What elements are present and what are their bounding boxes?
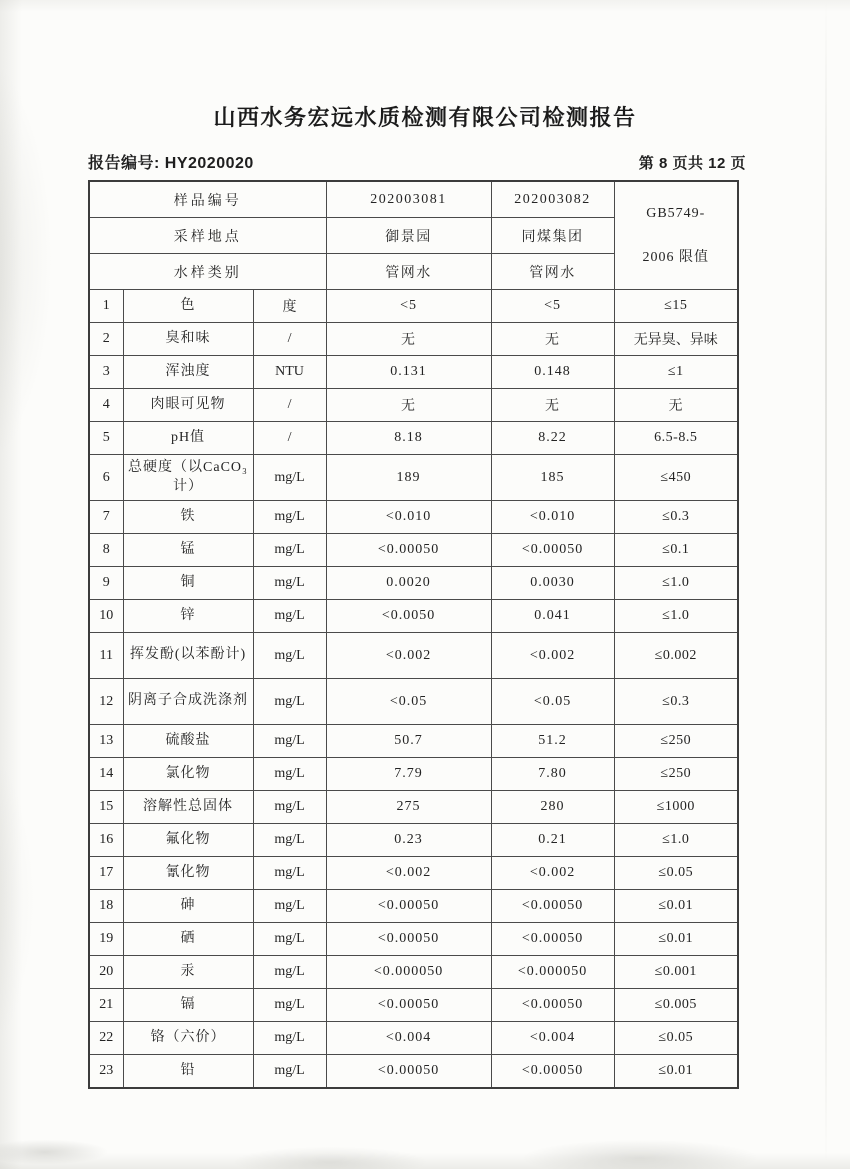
row-number-cell: 20: [89, 956, 123, 989]
row-number-cell: 22: [89, 1022, 123, 1055]
unit-cell: /: [253, 323, 326, 356]
unit-cell: mg/L: [253, 534, 326, 567]
sample1-value-cell: 7.79: [326, 758, 491, 791]
sample1-value-cell: <0.0050: [326, 600, 491, 633]
table-row: [89, 534, 738, 567]
sample1-value-cell: 无: [326, 389, 491, 422]
limit-value-cell: ≤1.0: [614, 567, 738, 600]
sample2-id-cell: 202003082: [491, 181, 614, 218]
table-info-head: [89, 181, 738, 290]
sample1-value-cell: 0.23: [326, 824, 491, 857]
table-row: [89, 791, 738, 824]
limit-standard-line1: GB5749-: [646, 205, 706, 221]
limit-value-cell: ≤0.05: [614, 857, 738, 890]
sample1-value-cell: <0.000050: [326, 956, 491, 989]
limit-value-cell: ≤1: [614, 356, 738, 389]
unit-cell: mg/L: [253, 679, 326, 725]
limit-value-cell: ≤15: [614, 290, 738, 323]
parameter-name-cell: 硫酸盐: [123, 725, 253, 758]
report-meta-row: [88, 150, 746, 173]
unit-cell: mg/L: [253, 956, 326, 989]
parameter-name-cell: 硒: [123, 923, 253, 956]
limit-value-cell: 6.5-8.5: [614, 422, 738, 455]
info-row-sample-id: [89, 181, 738, 218]
unit-cell: mg/L: [253, 1022, 326, 1055]
sample2-value-cell: <0.010: [491, 501, 614, 534]
row-number-cell: 9: [89, 567, 123, 600]
limit-value-cell: 无: [614, 389, 738, 422]
row-number-cell: 11: [89, 633, 123, 679]
unit-cell: mg/L: [253, 857, 326, 890]
limit-value-cell: ≤250: [614, 758, 738, 791]
sample1-value-cell: <0.00050: [326, 989, 491, 1022]
limit-value-cell: ≤0.005: [614, 989, 738, 1022]
row-number-cell: 16: [89, 824, 123, 857]
table-row: [89, 455, 738, 501]
sample1-value-cell: <0.002: [326, 633, 491, 679]
sample2-value-cell: <0.002: [491, 633, 614, 679]
table-row: [89, 956, 738, 989]
parameter-name-cell: 铬（六价）: [123, 1022, 253, 1055]
sample2-value-cell: 无: [491, 323, 614, 356]
table-row: [89, 758, 738, 791]
parameter-name-cell: 挥发酚(以苯酚计): [123, 633, 253, 679]
sample2-value-cell: <0.004: [491, 1022, 614, 1055]
table-row: [89, 323, 738, 356]
limit-value-cell: ≤1000: [614, 791, 738, 824]
sample2-value-cell: 280: [491, 791, 614, 824]
row-number-cell: 1: [89, 290, 123, 323]
table-row: [89, 890, 738, 923]
table-row: [89, 633, 738, 679]
limit-value-cell: 无异臭、异味: [614, 323, 738, 356]
limit-value-cell: ≤0.001: [614, 956, 738, 989]
parameter-name-cell: 铁: [123, 501, 253, 534]
parameter-name-cell: 阴离子合成洗涤剂: [123, 679, 253, 725]
row-number-cell: 8: [89, 534, 123, 567]
table-row: [89, 989, 738, 1022]
unit-cell: mg/L: [253, 501, 326, 534]
table-row: [89, 1055, 738, 1089]
parameter-name-cell: 浑浊度: [123, 356, 253, 389]
unit-cell: mg/L: [253, 600, 326, 633]
parameter-name-cell: 砷: [123, 890, 253, 923]
limit-value-cell: ≤250: [614, 725, 738, 758]
row-number-cell: 23: [89, 1055, 123, 1089]
unit-cell: mg/L: [253, 1055, 326, 1089]
parameter-name-cell: 氟化物: [123, 824, 253, 857]
unit-cell: mg/L: [253, 758, 326, 791]
unit-cell: /: [253, 422, 326, 455]
sample1-value-cell: 275: [326, 791, 491, 824]
sample1-value-cell: <0.00050: [326, 534, 491, 567]
parameter-name-cell: 臭和味: [123, 323, 253, 356]
row-number-cell: 4: [89, 389, 123, 422]
table-row: [89, 389, 738, 422]
sample1-value-cell: <0.05: [326, 679, 491, 725]
table-row: [89, 679, 738, 725]
water-quality-table: [88, 180, 739, 1089]
parameter-name-cell: 镉: [123, 989, 253, 1022]
info-label-water-type: 水样类别: [89, 254, 326, 290]
info-label-sampling-site: 采样地点: [89, 218, 326, 254]
page-indicator: 第 8 页共 12 页: [638, 155, 746, 172]
sample1-value-cell: <0.004: [326, 1022, 491, 1055]
unit-cell: mg/L: [253, 890, 326, 923]
sample1-type-cell: 管网水: [326, 254, 491, 290]
unit-cell: mg/L: [253, 725, 326, 758]
sample2-value-cell: 无: [491, 389, 614, 422]
unit-cell: mg/L: [253, 791, 326, 824]
limit-value-cell: ≤0.01: [614, 890, 738, 923]
sample2-value-cell: 51.2: [491, 725, 614, 758]
sample1-value-cell: 0.0020: [326, 567, 491, 600]
table-row: [89, 923, 738, 956]
sample2-value-cell: 185: [491, 455, 614, 501]
table-row: [89, 1022, 738, 1055]
sample2-value-cell: 0.041: [491, 600, 614, 633]
parameters-body: [89, 290, 738, 1089]
sample2-value-cell: <0.00050: [491, 989, 614, 1022]
limit-value-cell: ≤0.1: [614, 534, 738, 567]
parameter-name-cell: 氰化物: [123, 857, 253, 890]
row-number-cell: 21: [89, 989, 123, 1022]
parameter-name-cell: 锰: [123, 534, 253, 567]
limit-value-cell: ≤0.05: [614, 1022, 738, 1055]
sample1-value-cell: <0.00050: [326, 890, 491, 923]
table-row: [89, 501, 738, 534]
row-number-cell: 10: [89, 600, 123, 633]
parameter-name-cell: 汞: [123, 956, 253, 989]
table-row: [89, 356, 738, 389]
sample2-value-cell: <0.00050: [491, 923, 614, 956]
limit-value-cell: ≤0.3: [614, 679, 738, 725]
row-number-cell: 17: [89, 857, 123, 890]
sample2-value-cell: <0.00050: [491, 890, 614, 923]
sample1-value-cell: <0.010: [326, 501, 491, 534]
limit-standard-header-cell: [614, 181, 738, 290]
limit-value-cell: ≤0.3: [614, 501, 738, 534]
unit-cell: NTU: [253, 356, 326, 389]
row-number-cell: 19: [89, 923, 123, 956]
limit-value-cell: ≤1.0: [614, 600, 738, 633]
unit-cell: mg/L: [253, 455, 326, 501]
table-row: [89, 600, 738, 633]
report-number: 报告编号: HY2020020: [88, 155, 254, 172]
table-row: [89, 567, 738, 600]
table-row: [89, 857, 738, 890]
limit-value-cell: ≤0.01: [614, 923, 738, 956]
sample2-site-cell: 同煤集团: [491, 218, 614, 254]
unit-cell: mg/L: [253, 633, 326, 679]
table-row: [89, 824, 738, 857]
sample2-value-cell: 8.22: [491, 422, 614, 455]
sample2-value-cell: <0.00050: [491, 1055, 614, 1089]
table-row: [89, 290, 738, 323]
sample2-value-cell: <0.00050: [491, 534, 614, 567]
parameter-name-cell: 氯化物: [123, 758, 253, 791]
sample2-value-cell: 0.0030: [491, 567, 614, 600]
row-number-cell: 15: [89, 791, 123, 824]
sample1-value-cell: 50.7: [326, 725, 491, 758]
parameter-name-cell: 锌: [123, 600, 253, 633]
sample1-value-cell: <0.00050: [326, 1055, 491, 1089]
unit-cell: /: [253, 389, 326, 422]
limit-value-cell: ≤0.002: [614, 633, 738, 679]
sample2-value-cell: <0.05: [491, 679, 614, 725]
unit-cell: mg/L: [253, 824, 326, 857]
limit-value-cell: ≤450: [614, 455, 738, 501]
sample2-value-cell: 7.80: [491, 758, 614, 791]
row-number-cell: 13: [89, 725, 123, 758]
parameter-name-cell: 总硬度（以CaCO₃计）: [123, 455, 253, 501]
sample2-value-cell: 0.148: [491, 356, 614, 389]
limit-value-cell: ≤1.0: [614, 824, 738, 857]
unit-cell: mg/L: [253, 989, 326, 1022]
limit-standard-line2: 2006 限值: [642, 249, 710, 265]
parameter-name-cell: 铜: [123, 567, 253, 600]
row-number-cell: 2: [89, 323, 123, 356]
row-number-cell: 18: [89, 890, 123, 923]
unit-cell: 度: [253, 290, 326, 323]
parameter-name-cell: 溶解性总固体: [123, 791, 253, 824]
sample1-value-cell: <0.002: [326, 857, 491, 890]
report-title: 山西水务宏远水质检测有限公司检测报告: [213, 105, 637, 130]
sample1-value-cell: 无: [326, 323, 491, 356]
scan-edge-artifact: [825, 0, 827, 1169]
sample1-value-cell: 8.18: [326, 422, 491, 455]
table-row: [89, 725, 738, 758]
sample1-value-cell: <5: [326, 290, 491, 323]
sample2-value-cell: <0.002: [491, 857, 614, 890]
sample2-value-cell: 0.21: [491, 824, 614, 857]
limit-value-cell: ≤0.01: [614, 1055, 738, 1089]
sample2-value-cell: <5: [491, 290, 614, 323]
row-number-cell: 3: [89, 356, 123, 389]
info-label-sample-id: 样品编号: [89, 181, 326, 218]
row-number-cell: 12: [89, 679, 123, 725]
row-number-cell: 14: [89, 758, 123, 791]
unit-cell: mg/L: [253, 567, 326, 600]
parameter-name-cell: 肉眼可见物: [123, 389, 253, 422]
sample1-value-cell: 0.131: [326, 356, 491, 389]
sample1-value-cell: 189: [326, 455, 491, 501]
sample2-value-cell: <0.000050: [491, 956, 614, 989]
parameter-name-cell: 铅: [123, 1055, 253, 1089]
sample1-value-cell: <0.00050: [326, 923, 491, 956]
parameter-name-cell: 色: [123, 290, 253, 323]
row-number-cell: 7: [89, 501, 123, 534]
sample1-site-cell: 御景园: [326, 218, 491, 254]
table-row: [89, 422, 738, 455]
parameter-name-cell: pH值: [123, 422, 253, 455]
row-number-cell: 6: [89, 455, 123, 501]
sample2-type-cell: 管网水: [491, 254, 614, 290]
unit-cell: mg/L: [253, 923, 326, 956]
row-number-cell: 5: [89, 422, 123, 455]
sample1-id-cell: 202003081: [326, 181, 491, 218]
